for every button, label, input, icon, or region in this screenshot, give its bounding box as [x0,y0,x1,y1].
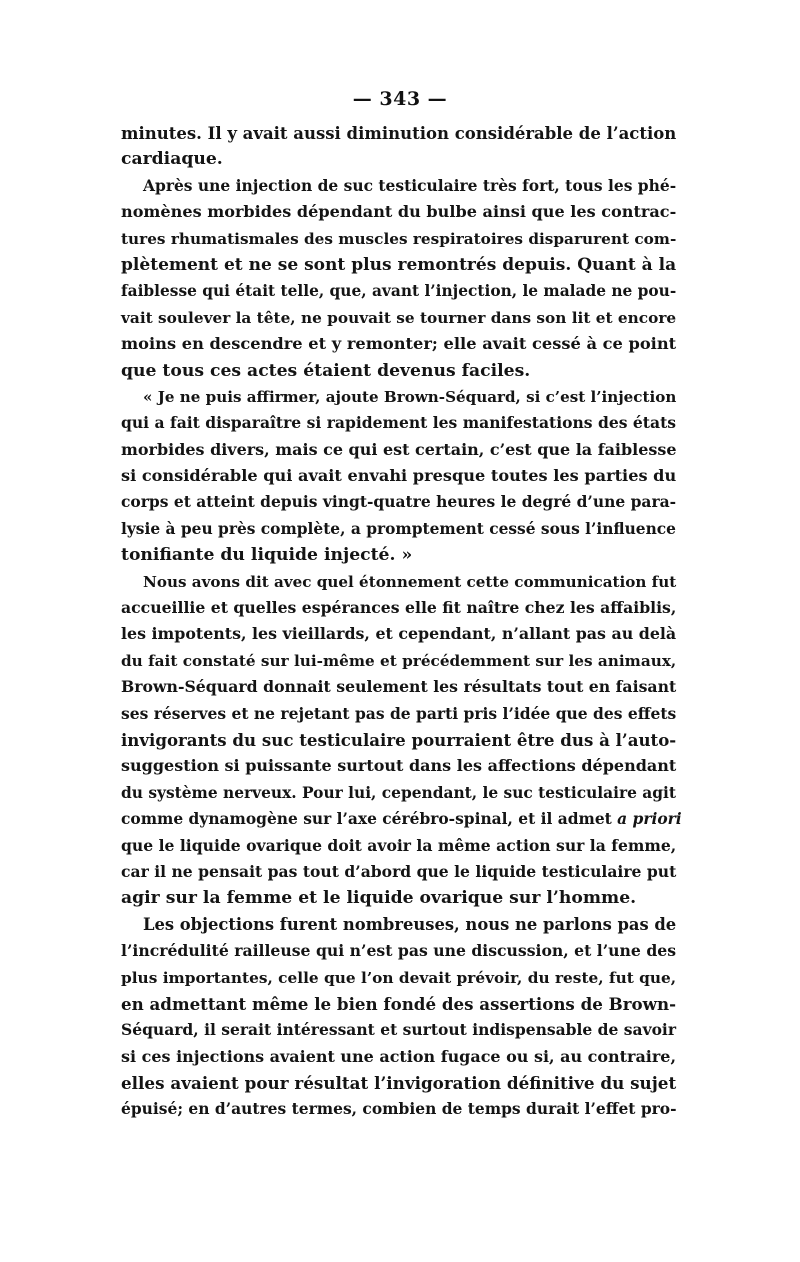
text-line [121,648,676,674]
text-line [121,489,676,515]
text-line-content: du système nerveux. Pour lui, cependant, le suc testiculaire agit [121,783,677,802]
text-line [121,358,676,384]
text-line [121,331,676,357]
text-line-content: du fait constaté sur lui-même et précédemment sur les animaux, [121,651,677,670]
text-line-content: comme dynamogène sur l’axe cérébro-spinal, et il admet [121,810,612,829]
text-line-content: minutes. Il y avait aussi diminution considérable de l’action [121,123,677,143]
text-line-content: Séquard, il serait intéressant et surtout indispensable de savoir [121,1020,677,1040]
text-line-content: morbides divers, mais ce qui est certain, c’est que la faiblesse [121,439,677,459]
text-line-content: plus importantes, celle que l’on devait prévoir, du reste, fut que, [121,968,677,987]
text-line-content: moins en descendre et y remonter; elle avait cessé à ce point [121,334,677,354]
text-line [121,780,676,806]
text-line [121,252,676,278]
text-line [121,516,676,542]
text-line-content: vait soulever la tête, ne pouvait se tourner dans son lit et encore [121,308,677,327]
text-line-content: car il ne pensait pas tout d’abord que le liquide testiculaire put [121,861,677,881]
text-line [121,410,676,436]
text-line-content: tonifiante du liquide injecté. » [121,545,413,566]
text-line [121,1017,676,1043]
text-line [121,991,676,1017]
text-line-content: qui a fait disparaître si rapidement les manifestations des états [121,413,676,433]
text-line-content: cardiaque. [121,149,223,170]
text-line [121,384,676,410]
text-line [121,305,676,331]
text-line-content: que le liquide ovarique doit avoir la même action sur la femme, [121,835,677,855]
text-line-content: en admettant même le bien fondé des assertions de Brown- [121,993,676,1014]
text-line [121,595,676,621]
text-line-content: faiblesse qui était telle, que, avant l’injection, le malade ne pou- [121,282,677,301]
page-number: — 343 — [352,88,448,110]
text-line-content: agir sur la femme et le liquide ovarique sur l’homme. [121,888,637,909]
text-line [121,226,676,252]
text-line [121,437,676,463]
text-line [121,965,676,991]
text-line-content: l’incrédulité railleuse qui n’est pas une discussion, et l’une des [121,941,677,961]
text-line-content: si considérable qui avait envahi presque toutes les parties du [121,466,677,486]
text-line [121,806,682,832]
text-line [121,727,676,753]
text-line [121,621,676,647]
text-line-content: plètement et ne se sont plus remontrés depuis. Quant à la [121,254,677,275]
text-line [121,1070,676,1096]
text-line-content: « Je ne puis affirmer, ajoute Brown-Séquard, si c’est l’injection [143,387,677,406]
text-line [121,542,676,568]
text-line-content: corps et atteint depuis vingt-quatre heures le degré d’une para- [121,492,677,512]
text-line [121,146,676,172]
text-line-content: accueillie et quelles espérances elle fit naître chez les affaiblis, [121,598,677,618]
text-line-content: lysie à peu près complète, a promptement cessé sous l’influence [121,519,676,538]
text-line [121,674,676,700]
text-line [121,199,676,225]
italic-phrase: a priori [617,810,682,829]
text-line-content: les impotents, les vieillards, et cependant, n’allant pas au delà [121,624,677,644]
body-text [121,120,682,1123]
text-line [121,885,676,911]
text-line [121,173,676,199]
text-line-content: Après une injection de suc testiculaire très fort, tous les phé- [143,175,677,195]
text-line-content: Nous avons dit avec quel étonnement cette communication fut [143,572,677,591]
text-line-content: ses réserves et ne rejetant pas de parti pris l’idée que des effets [121,703,677,723]
text-line [121,753,676,779]
text-line-content: épuisé; en d’autres termes, combien de temps durait l’effet pro- [121,1099,677,1119]
text-line [121,569,676,595]
text-line [121,833,676,859]
text-line-content: Les objections furent nombreuses, nous ne parlons pas de [143,914,677,934]
text-line-content: tures rhumatismales des muscles respiratoires disparurent com- [121,229,677,248]
text-line [121,912,676,938]
text-line [121,1096,676,1122]
text-line [121,463,676,489]
text-line [121,278,676,304]
text-line-content: si ces injections avaient une action fugace ou si, au contraire, [121,1046,676,1066]
text-line-content: invigorants du suc testiculaire pourraient être dus à l’auto- [121,729,677,750]
text-line [121,938,676,964]
text-line-content: elles avaient pour résultat l’invigoration définitive du sujet [121,1073,677,1094]
text-line [121,859,676,885]
text-line [121,701,676,727]
text-line-content: que tous ces actes étaient devenus faciles. [121,360,531,381]
text-line-content: Brown-Séquard donnait seulement les résultats tout en faisant [121,677,677,697]
text-line [121,120,676,146]
text-line [121,1044,676,1070]
text-line-content: suggestion si puissante surtout dans les affections dépendant [121,756,677,776]
text-line-content: nomènes morbides dépendant du bulbe ainsi que les contrac- [121,202,677,222]
